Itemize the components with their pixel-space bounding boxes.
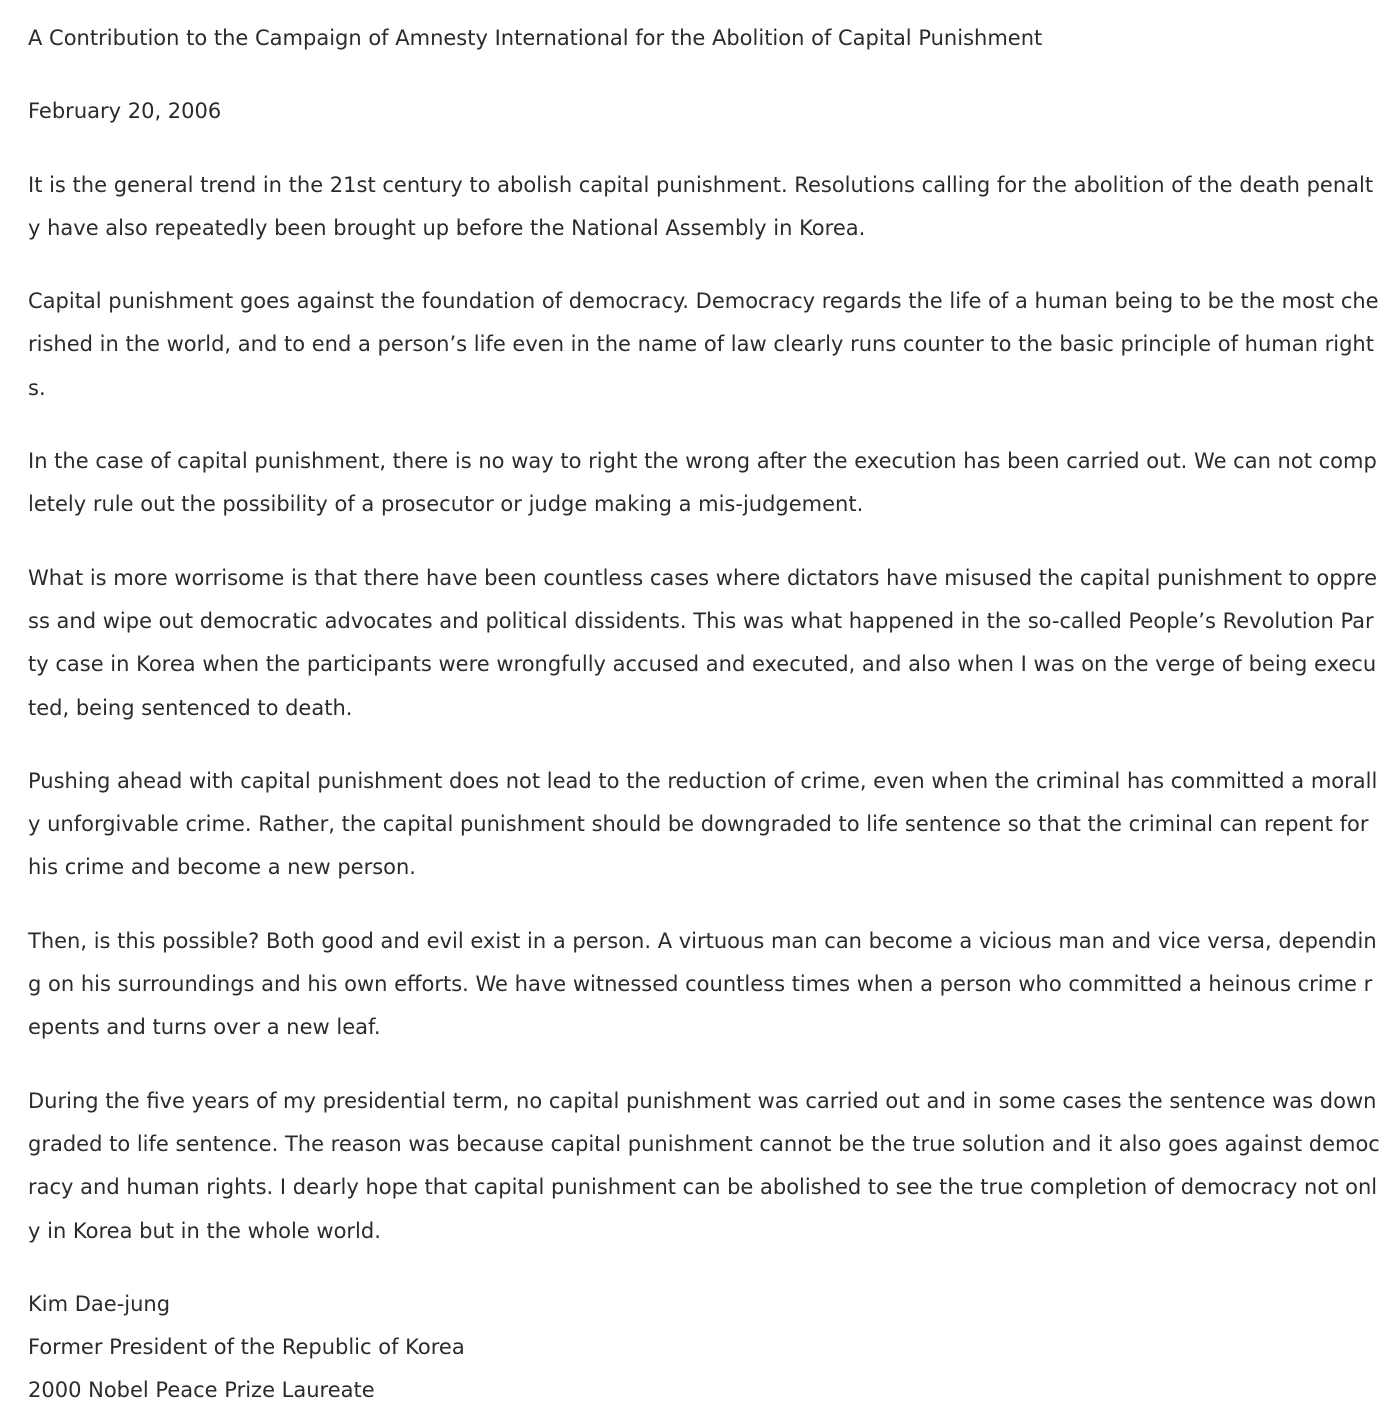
signature-honor: 2000 Nobel Peace Prize Laureate xyxy=(28,1378,375,1403)
paragraph-5: Pushing ahead with capital punishment does not lead to the reduction of crime, even when the criminal has committed a morally unforgivable crime. Rather, the capital punishment should be downgraded to life sentence so that the criminal can repent for his crime and become a new person. xyxy=(28,768,1378,880)
paragraph-7: During the five years of my presidential term, no capital punishment was carried out and in some cases the sentence was downgraded to life sentence. The reason was because capital punishment cannot be the true solution and it also goes against democracy and human rights. I dearly hope that capital punishment can be abolished to see the true completion of democracy not only in Korea but in the whole world. xyxy=(28,1088,1380,1243)
paragraph-6: Then, is this possible? Both good and evil exist in a person. A virtuous man can become a vicious man and vice versa, depending on his surroundings and his own efforts. We have witnessed countless times when a person who committed a heinous crime repents and turns over a new leaf. xyxy=(28,928,1377,1040)
letter-date: February 20, 2006 xyxy=(28,99,222,124)
signature-block xyxy=(28,1283,1380,1413)
letter-title: A Contribution to the Campaign of Amnesty International for the Abolition of Capital Punishment xyxy=(28,26,1043,50)
paragraph-3: In the case of capital punishment, there is no way to right the wrong after the execution has been carried out. We can not completely rule out the possibility of a prosecutor or judge making a mis-judgement. xyxy=(28,449,1377,517)
paragraph-1: It is the general trend in the 21st century to abolish capital punishment. Resolutions calling for the abolition of the death penalty have also repeatedly been brought up before the National Assembly in Korea. xyxy=(28,172,1374,240)
paragraph-4: What is more worrisome is that there have been countless cases where dictators have misused the capital punishment to oppress and wipe out democratic advocates and political dissidents. This was what happened in the so-called People’s Revolution Party case in Korea when the participants were wrongfully accused and executed, and also when I was on the verge of being executed, being sentenced to death. xyxy=(28,565,1378,720)
letter-body xyxy=(28,17,1380,1413)
paragraph-2: Capital punishment goes against the foundation of democracy. Democracy regards the life of a human being to be the most cherished in the world, and to end a person’s life even in the name of law clearly runs counter to the basic principle of human rights. xyxy=(28,289,1379,400)
signature-name: Kim Dae-jung xyxy=(28,1291,171,1316)
signature-role: Former President of the Republic of Korea xyxy=(28,1335,465,1360)
